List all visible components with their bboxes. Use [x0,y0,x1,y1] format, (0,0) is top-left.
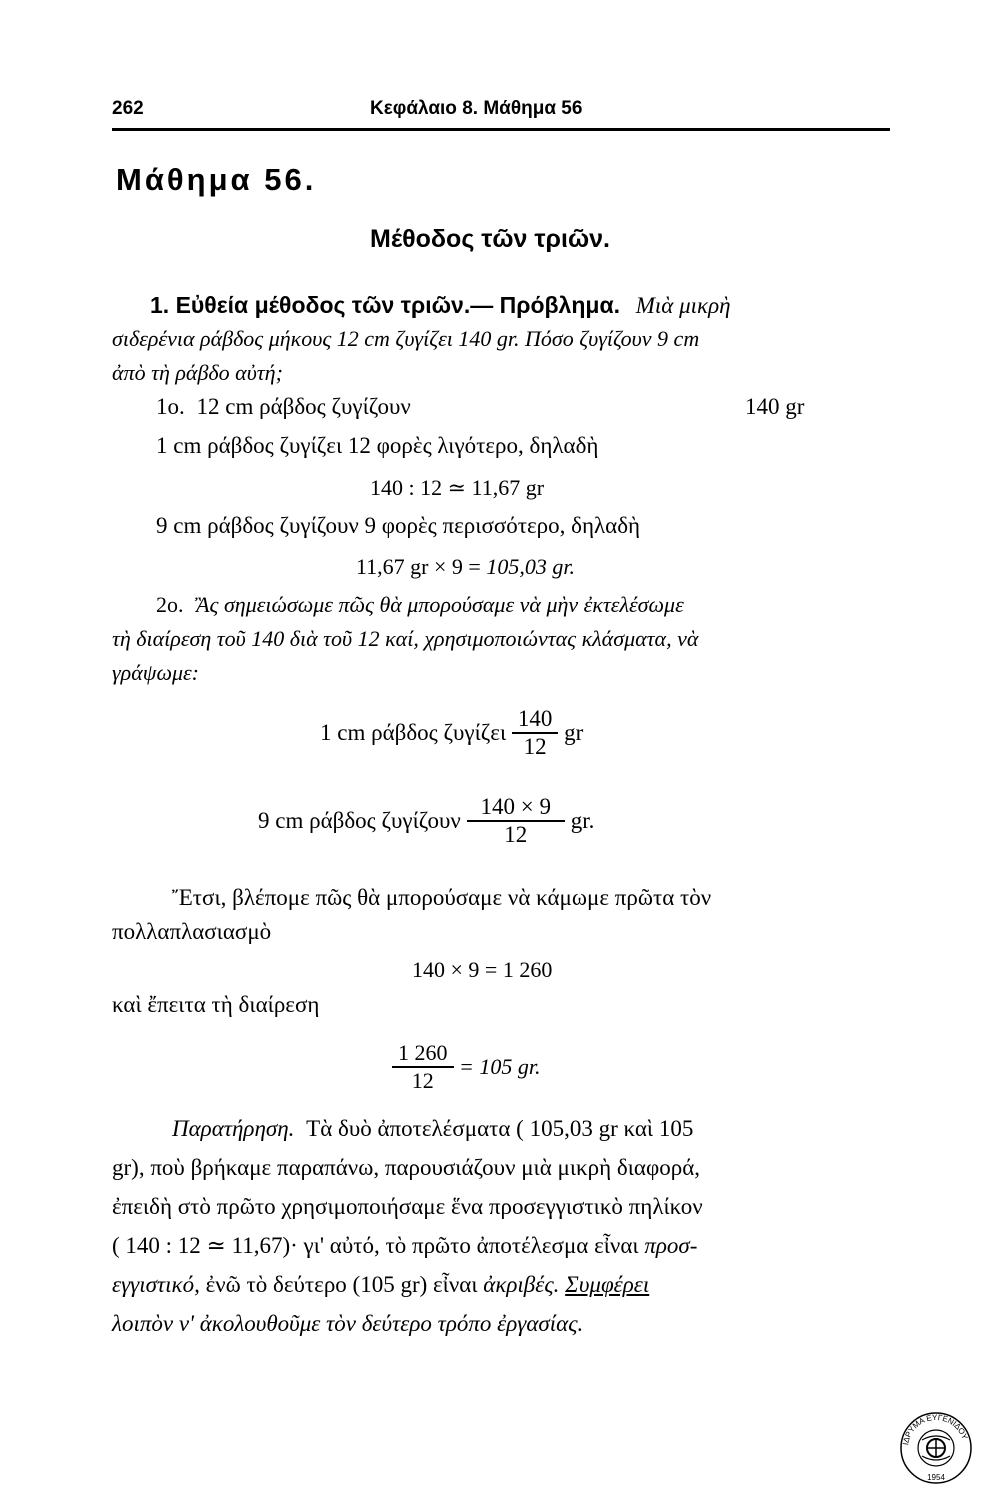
problem-text-line3: ἀπὸ τὴ ράβδο αὐτή; [112,360,283,385]
method2-text: Ἂς σημειώσωμε πῶς θὰ μπορούσαμε νὰ μὴν ἐκτελέσωμε [195,592,684,617]
step3-calc: 11,67 gr × 9 = [356,554,481,579]
fraction2 [467,794,565,848]
method2-line2: τὴ διαίρεση τοῦ 140 διὰ τοῦ 12 καί, χρησιμοποιώντας κλάσματα, νὰ [112,626,699,651]
remark-line2: gr), ποὺ βρήκαμε παραπάνω, παρουσιάζουν μιὰ μικρὴ διαφορά, [112,1155,701,1180]
conclusion-line2: πολλαπλασιασμὸ [112,919,272,944]
remark-line3: ἐπειδὴ στὸ πρῶτο χρησιμοποιήσαμε ἕνα προσεγγιστικὸ πηλίκον [112,1194,703,1219]
multiplication: 140 × 9 = 1 260 [412,957,553,982]
step1-line [156,394,411,420]
problem-text-line2: σιδερένια ράβδος μήκους 12 cm ζυγίζει 140 gr. Πόσο ζυγίζουν 9 cm [112,326,700,351]
subsection-heading-line [150,292,731,319]
fraction1-numerator: 140 [517,706,553,731]
fraction2-denominator: 12 [467,820,565,848]
seal-text: ΙΔΡΥΜΑ ΕΥΓΕΝΙΔΟΥ [901,1412,970,1446]
conclusion-line3: καὶ ἔπειτα τὴ διαίρεση [112,992,320,1017]
header-rule [112,128,890,131]
remark-line5-text: ἐνῶ τὸ δεύτερο (105 gr) εἶναι [205,1272,478,1297]
division-line [392,1040,540,1094]
remark-label: Παρατήρηση. [172,1116,295,1141]
fraction2-prefix: 9 cm ράβδος ζυγίζουν [258,808,461,833]
step3-calc-line [356,554,575,580]
remark-line4-text: ( 140 : 12 ≃ 11,67)· γι' αὐτό, τὸ πρῶτο ἀποτέλεσμα εἶναι [112,1233,639,1258]
fraction-line-2 [258,794,594,848]
remark-line4 [112,1233,697,1259]
conclusion-line1: Ἔτσι, βλέπομε πῶς θὰ μπορούσαμε νὰ κάμωμε πρῶτα τὸν [172,885,712,910]
step3-result: 105,03 gr. [486,554,575,579]
fraction2-numerator: 140 × 9 [480,794,551,819]
seal-year: 1954 [927,1473,945,1482]
remark-line4-italic: προσ- [644,1233,698,1258]
fraction1-denominator: 12 [512,732,559,760]
division-result: = 105 gr. [459,1054,541,1079]
step2-calc: 140 : 12 ≃ 11,67 gr [370,475,545,500]
remark-line1 [172,1116,693,1142]
fraction-line-1 [320,706,583,760]
remark-line1-text: Τὰ δυὸ ἀποτελέσματα ( 105,03 gr καὶ 105 [306,1116,694,1141]
fraction2-unit: gr. [570,808,595,833]
fraction1 [512,706,559,760]
foundation-seal-icon [898,1410,974,1486]
remark-line6: λοιπὸν ν' ἀκολουθοῦμε τὸν δεύτερο τρόπο ἐργασίας. [112,1311,584,1336]
remark-line5-italic-b: ἀκριβές. [483,1272,560,1297]
step1-label: 1ο. [156,394,185,419]
fraction1-unit: gr [564,720,584,745]
section-title: Μέθοδος τῶν τριῶν. [370,225,610,253]
step2-text: 1 cm ράβδος ζυγίζει 12 φορὲς λιγότερο, δηλαδὴ [156,433,599,458]
remark-line5-italic-a: εγγιστικό, [112,1272,200,1297]
step1-text: 12 cm ράβδος ζυγίζουν [196,394,411,419]
division-numerator: 1 260 [398,1040,448,1065]
problem-text-start: Μιὰ μικρὴ [635,293,731,318]
remark-line5-italic-c: Συμφέρει [565,1272,650,1297]
page-number: 262 [112,98,144,119]
method2-line1 [156,592,684,618]
method2-label: 2ο. [156,592,184,617]
remark-line5 [112,1272,649,1298]
division-denominator: 12 [392,1066,454,1094]
method2-line3: γράψωμε: [112,660,200,685]
division-fraction [392,1040,454,1094]
lesson-title: Μάθημα 56. [116,162,317,197]
running-title: Κεφάλαιο 8. Μάθημα 56 [370,98,583,119]
subsection-heading: 1. Εὐθεία μέθοδος τῶν τριῶν.— Πρόβλημα. [150,292,620,318]
step1-value: 140 gr [745,394,805,419]
step3-text: 9 cm ράβδος ζυγίζουν 9 φορὲς περισσότερο, δηλαδὴ [156,513,641,538]
fraction1-prefix: 1 cm ράβδος ζυγίζει [320,720,507,745]
